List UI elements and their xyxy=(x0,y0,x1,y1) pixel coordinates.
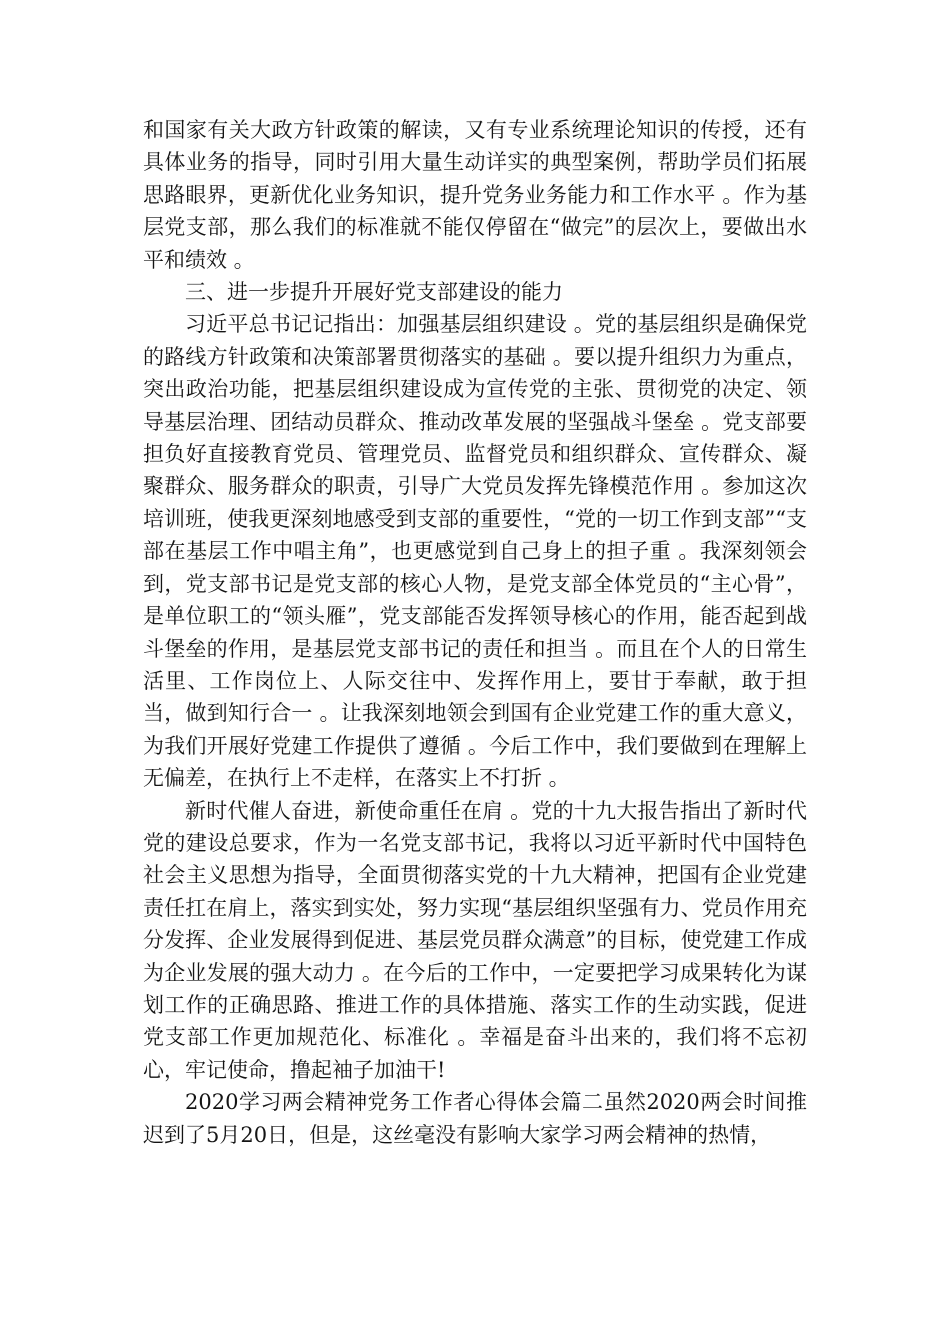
paragraph-party-branch: 习近平总书记记指出：加强基层组织建设 。党的基层组织是确保党的路线方针政策和决策部署贯彻落实的基础 。要以提升组织力为重点，突出政治功能，把基层组织建设成为宣传党的主张、贯彻党的决定、领导基层治理、团结动员群众、推动改革发展的坚强战斗堡垒 。党支部要担负好直接教育党员、管理党员、监督党员和组织群众、宣传群众、凝聚群众、服务群众的职责，引导广大党员发挥先锋模范作用 。参加这次培训班，使我更深刻地感受到支部的重要性，“党的一切工作到支部”“支部在基层工作中唱主角”，也更感觉到自己身上的担子重 。我深刻领会到，党支部书记是党支部的核心人物，是党支部全体党员的“主心骨”，是单位职工的“领头雁”，党支部能否发挥领导核心的作用，能否起到战斗堡垒的作用，是基层党支部书记的责任和担当 。而且在个人的日常生活里、工作岗位上、人际交往中、发挥作用上，要甘于奉献，敢于担当，做到知行合一 。让我深刻地领会到国有企业党建工作的重大意义，为我们开展好党建工作提供了遵循 。今后工作中，我们要做到在理解上无偏差，在执行上不走样，在落实上不打折 。 xyxy=(143,312,807,791)
document-body xyxy=(143,114,807,1151)
paragraph-article-two: 2020学习两会精神党务工作者心得体会篇二虽然2020两会时间推迟到了5月20日，但是，这丝毫没有影响大家学习两会精神的热情， xyxy=(143,1090,807,1147)
section-heading: 三、进一步提升开展好党支部建设的能力 xyxy=(185,280,563,305)
paragraph-new-era: 新时代催人奋进，新使命重任在肩 。党的十九大报告指出了新时代党的建设总要求，作为一名党支部书记，我将以习近平新时代中国特色社会主义思想为指导，全面贯彻落实党的十九大精神，把国有企业党建责任扛在肩上，落实到实处，努力实现“基层组织坚强有力、党员作用充分发挥、企业发展得到促进、基层党员群众满意”的目标，使党建工作成为企业发展的强大动力 。在今后的工作中，一定要把学习成果转化为谋划工作的正确思路、推进工作的具体措施、落实工作的生动实践，促进党支部工作更加规范化、标准化 。幸福是奋斗出来的，我们将不忘初心，牢记使命，撸起袖子加油干! xyxy=(143,798,807,1082)
paragraph-continuation: 和国家有关大政方针政策的解读，又有专业系统理论知识的传授，还有具体业务的指导，同时引用大量生动详实的典型案例，帮助学员们拓展思路眼界，更新优化业务知识，提升党务业务能力和工作水平 。作为基层党支部，那么我们的标准就不能仅停留在“做完”的层次上，要做出水平和绩效 。 xyxy=(143,118,807,272)
